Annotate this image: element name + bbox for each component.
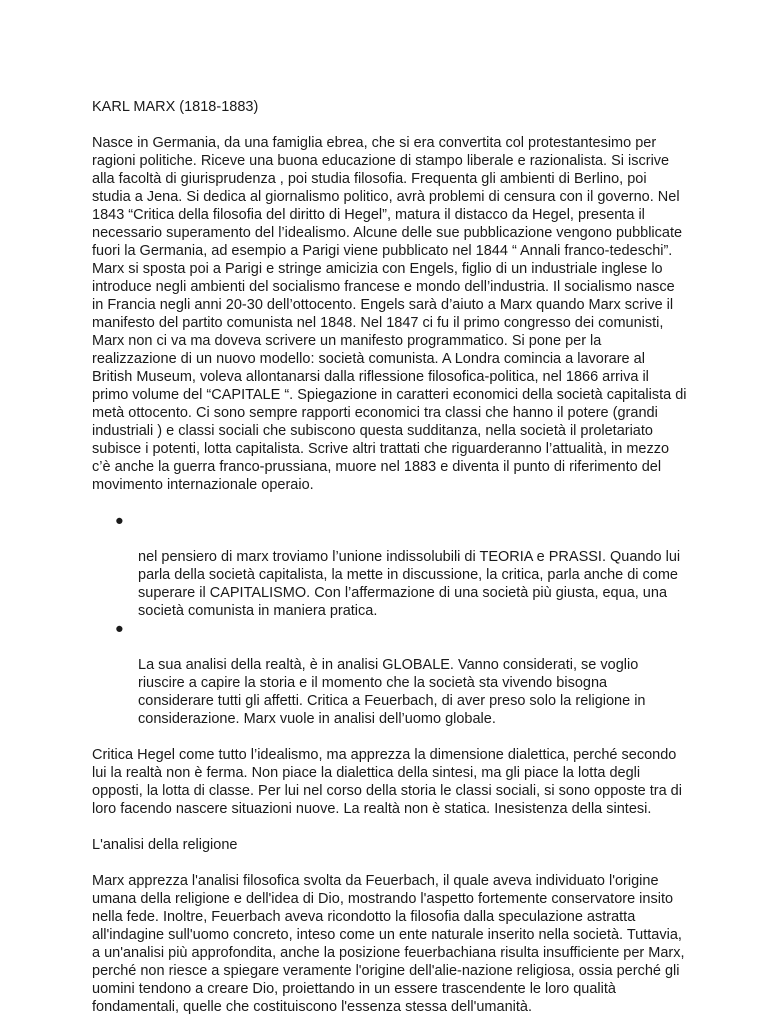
hegel-critique-paragraph: Critica Hegel come tutto l’idealismo, ma apprezza la dimensione dialettica, perché secondo lui la realtà non è ferma. Non piace la dialettica della sintesi, ma gli piace la lotta degli opposti, la lotta di classe. Per lui nel corso della storia le classi sociali, si sono opposte tra di loro facendo nascere situazioni nuove. La realtà non è statica. Inesistenza della sintesi.: [92, 747, 682, 817]
religion-analysis-paragraph: Marx apprezza l'analisi filosofica svolta da Feuerbach, il quale aveva individuato l'origine umana della religione e dell'idea di Dio, mostrando l'aspetto fortemente conservatore insito nella fede. Inoltre, Feuerbach aveva ricondotto la filosofia dalla speculazione astratta all'indagine sull'uomo concreto, inteso come un ente naturale inserito nella società. Tuttavia, a un'analisi più approfondita, anche la posizione feuerbachiana risulta insufficiente per Marx, perché non riesce a spiegare veramente l'origine dell'alie-nazione religiosa, ossia perché gli uomini tendono a creare Dio, proiettando in un essere trascendente le loro qualità fondamentali, quelle che costituiscono l'essenza stessa dell'umanità.: [92, 873, 685, 1015]
bullet-item-analisi-globale: [115, 620, 688, 728]
bullet-text: nel pensiero di marx troviamo l’unione indissolubili di TEORIA e PRASSI. Quando lui parla della società capitalista, la mette in discussione, la critica, parla anche di come superare il CAPITALISMO. Con l’affermazione di una società più giusta, equa, una società comunista in maniera pratica.: [138, 549, 681, 619]
bullet-item-teoria-prassi: [115, 512, 688, 620]
bullet-list: [92, 512, 688, 728]
bullet-marker: ●: [115, 513, 124, 529]
document-title: KARL MARX (1818-1883): [92, 99, 259, 115]
section-heading: L'analisi della religione: [92, 837, 238, 853]
bullet-text: La sua analisi della realtà, è in analisi GLOBALE. Vanno considerati, se voglio riuscire a capire la storia e il momento che la società sta vivendo bisogna considerare tutti gli affetti. Critica a Feuerbach, di aver preso solo la religione in considerazione. Marx vuole in analisi dell’uomo globale.: [138, 657, 646, 727]
biography-paragraph: Nasce in Germania, da una famiglia ebrea, che si era convertita col protestantesimo per ragioni politiche. Riceve una buona educazione di stampo liberale e razionalista. Si iscrive alla facoltà di giurisprudenza , poi studia filosofia. Frequenta gli ambienti di Berlino, poi studia a Jena. Si dedica al giornalismo politico, avrà problemi di censura con il governo. Nel 1843 “Critica della filosofia del diritto di Hegel”, matura il distacco da Hegel, presenta il necessario superamento del l’idealismo. Alcune delle sue pubblicazione vengono pubblicate fuori la Germania, ad esempio a Parigi viene pubblicato nel 1844 “ Annali franco-tedeschi”. Marx si sposta poi a Parigi e stringe amicizia con Engels, figlio di un industriale inglese lo introduce negli ambienti del socialismo francese e mondo dell’industria. Il socialismo nasce in Francia negli anni 20-30 dell’ottocento. Engels sarà d’aiuto a Marx quando Marx scrive il manifesto del partito comunista nel 1848. Nel 1847 ci fu il primo congresso dei comunisti, Marx non ci va ma doveva scrivere un manifesto programmatico. Si pone per la realizzazione di un nuovo modello: società comunista. A Londra comincia a lavorare al British Museum, voleva allontanarsi dalla riflessione filosofica-politica, nel 1866 arriva il primo volume del “CAPITALE “. Spiegazione in caratteri economici della società capitalista di metà ottocento. Ci sono sempre rapporti economici tra classi che hanno il potere (grandi industriali ) e classi sociali che subiscono questa sudditanza, nella società il proletariato subisce i potenti, lotta capitalista. Scrive altri trattati che riguarderanno l’attualità, in mezzo c’è anche la guerra franco-prussiana, muore nel 1883 e diventa il punto di riferimento del movimento internazionale operaio.: [92, 135, 687, 493]
bullet-marker: ●: [115, 621, 124, 637]
